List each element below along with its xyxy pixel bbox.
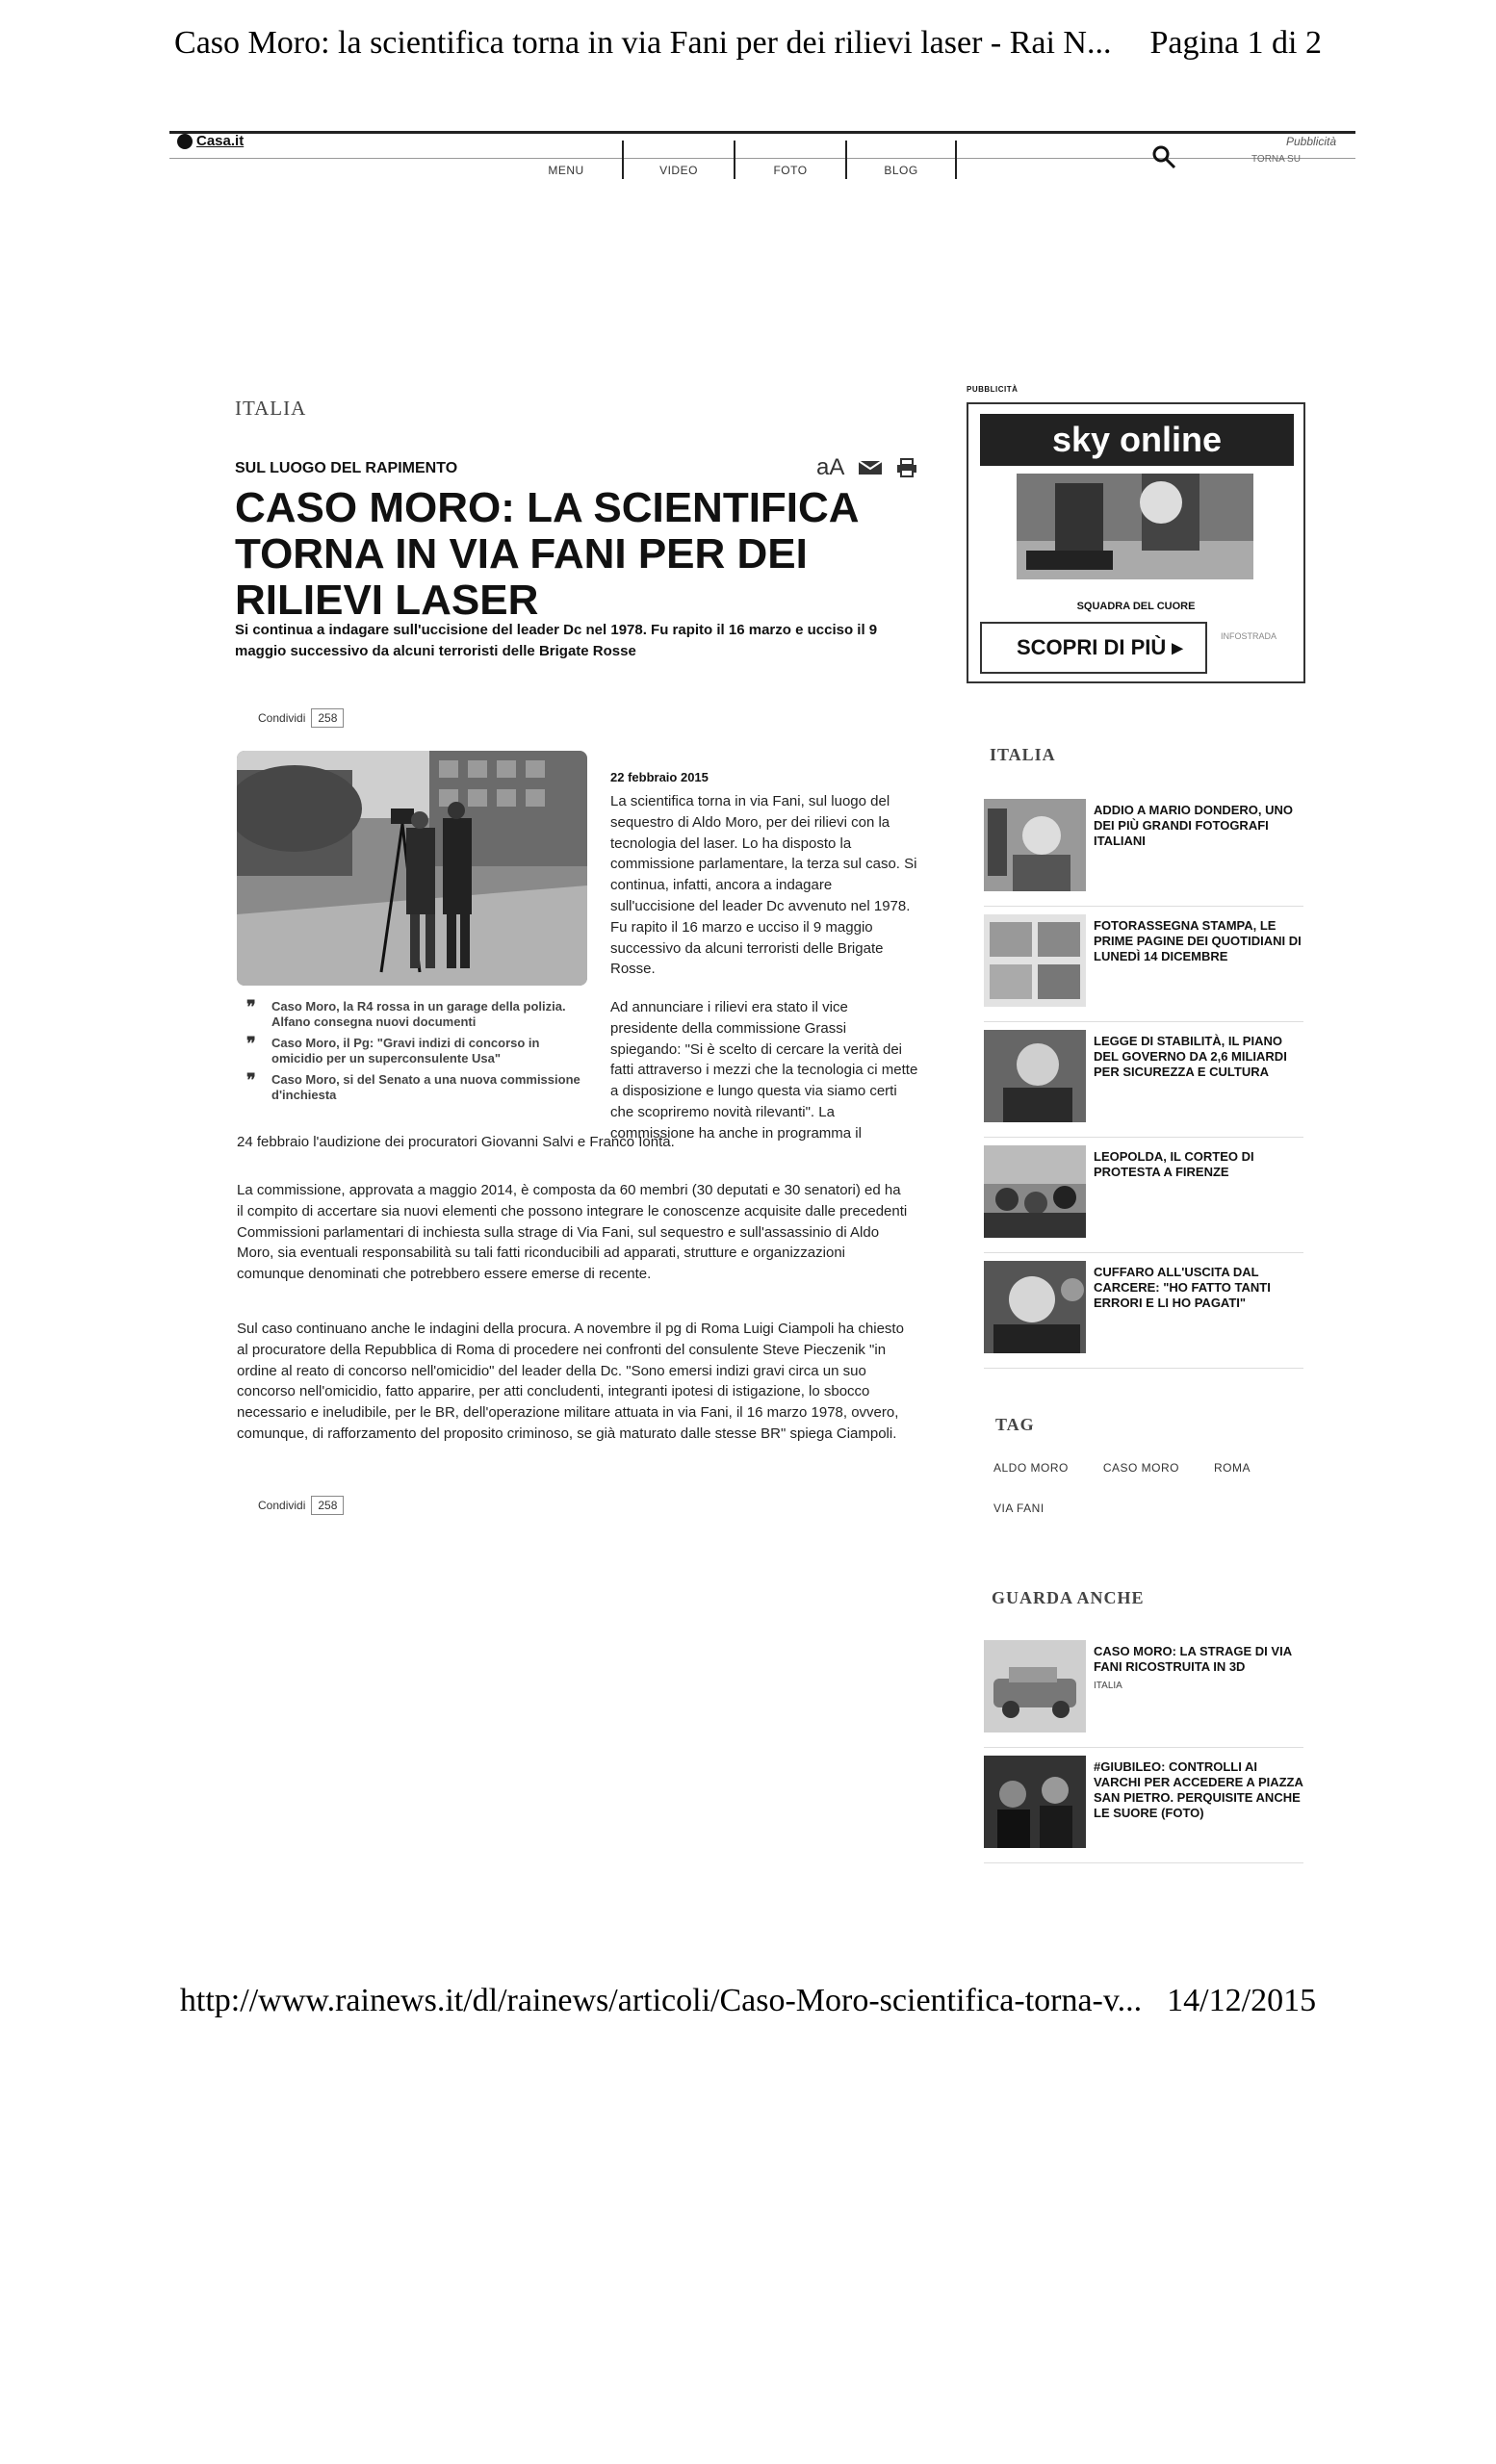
tag-link[interactable]: ROMA <box>1214 1461 1251 1475</box>
article-paragraph-1: La scientifica torna in via Fani, sul luogo del sequestro di Aldo Moro, per dei rilievi con la tecnologia del laser. Lo ha disposto la commissione parlamentare, la terza sul caso. Si continua, infatti, ancora a indagare sull'uccisione del leader Dc avvenuto nel 1978. Fu rapito il 16 marzo e ucciso il 9 maggio successivo da alcuni terroristi delle Brigate Rosse. <box>610 793 917 978</box>
tag-link[interactable]: ALDO MORO <box>993 1461 1069 1475</box>
print-icon[interactable] <box>896 458 917 477</box>
tag-link[interactable]: VIA FANI <box>993 1502 1045 1515</box>
ad-brand: sky online <box>980 414 1294 466</box>
nav-menu[interactable]: MENU <box>548 164 584 177</box>
share-label: Condividi <box>258 1499 306 1512</box>
font-size-toggle[interactable]: aA <box>816 454 845 480</box>
article-paragraph-2: Ad annunciare i rilievi era stato il vice presidente della commissione Grassi spiegando: "Si è scelto di cercare la verità dei fatti attraverso i mezzi che la tecnologia ci mette a disposizione e lungo questa via siamo certi che scopriremo novità rilevanti". La commissione ha anche in programma il <box>610 999 918 1142</box>
guarda-anche-list <box>984 1632 1303 1863</box>
top-rule <box>169 131 1355 134</box>
print-page-number: Pagina 1 di 2 <box>1149 25 1322 61</box>
chevron-right-icon: ▸ <box>1172 635 1183 659</box>
guarda-anche-title: GUARDA ANCHE <box>992 1588 1145 1607</box>
sidebar-news-item[interactable]: LEOPOLDA, IL CORTEO DI PROTESTA A FIRENZE <box>984 1138 1303 1253</box>
news-thumbnail <box>984 1640 1086 1732</box>
torna-su-link[interactable]: TORNA SU <box>1251 154 1301 165</box>
sidebar-news-item[interactable]: LEGGE DI STABILITÀ, IL PIANO DEL GOVERNO DA 2,6 MILIARDI PER SICUREZZA E CULTURA <box>984 1022 1303 1138</box>
nav-video[interactable]: VIDEO <box>622 141 734 179</box>
article-paragraph-2-continued: 24 febbraio l'audizione dei procuratori Giovanni Salvi e Franco Ionta. <box>237 1134 675 1150</box>
logo-text: Casa.it <box>196 133 245 149</box>
tag-title: TAG <box>995 1415 1035 1434</box>
search-icon[interactable] <box>1151 144 1176 169</box>
ad-sport-image <box>1017 474 1253 579</box>
site-logo[interactable] <box>177 133 244 149</box>
ad-label: PUBBLICITÀ <box>967 385 1019 394</box>
guarda-anche-item[interactable] <box>984 1748 1303 1863</box>
share-bar-bottom[interactable] <box>258 1496 344 1515</box>
print-header <box>0 25 1496 62</box>
tag-link[interactable]: CASO MORO <box>1102 1461 1180 1475</box>
tag-list <box>993 1461 1302 1542</box>
ad-tagline: SQUADRA DEL CUORE <box>1076 601 1196 612</box>
guarda-anche-section: ITALIA <box>1094 1681 1122 1691</box>
share-label: Condividi <box>258 711 306 725</box>
article-headline: CASO MORO: LA SCIENTIFICA TORNA IN VIA FANI PER DEI RILIEVI LASER <box>235 484 858 624</box>
print-url: http://www.rainews.it/dl/rainews/articoli/Caso-Moro-scientifica-torna-v... <box>179 1983 1143 2018</box>
news-thumbnail <box>984 914 1086 1007</box>
news-thumbnail <box>984 1030 1086 1122</box>
article-paragraph-3: La commissione, approvata a maggio 2014, è composta da 60 membri (30 deputati e 30 senatori) ed ha il compito di accertare sia nuovi elementi che possono integrare le conoscenze acquisite dalle precedenti Commissioni parlamentari di inchiesta sulla strage di Via Fani, sul sequestro e sull'assassinio di Aldo Moro, sia eventuali responsabilità su tali fatti riconducibili ad apparati, strutture e organizzazioni comunque denominati che potrebbero essere emerse di recente. <box>237 1182 908 1283</box>
quote-icon: ❞ <box>246 1034 256 1053</box>
sidebar-news-item[interactable]: FOTORASSEGNA STAMPA, LE PRIME PAGINE DEI QUOTIDIANI DI LUNEDÌ 14 DICEMBRE <box>984 907 1303 1022</box>
mail-icon[interactable] <box>858 460 883 475</box>
logo-icon <box>177 134 193 149</box>
sidebar-italia-title[interactable]: ITALIA <box>990 745 1056 764</box>
related-link[interactable]: ❞ Caso Moro, la R4 rossa in un garage della polizia. Alfano consegna nuovi documenti <box>246 997 566 1029</box>
nav-foto[interactable]: FOTO <box>734 141 845 179</box>
quote-icon: ❞ <box>246 1070 256 1090</box>
related-link[interactable]: ❞ Caso Moro, il Pg: "Gravi indizi di concorso in omicidio per un superconsulente Usa" <box>246 1034 540 1065</box>
article-tools <box>816 454 917 481</box>
print-date: 14/12/2015 <box>1167 1983 1317 2018</box>
guarda-anche-title-text: #GIUBILEO: CONTROLLI AI VARCHI PER ACCEDERE A PIAZZA SAN PIETRO. PERQUISITE ANCHE LE SUORE (FOTO) <box>1094 1759 1303 1820</box>
nav-blog[interactable]: BLOG <box>845 141 957 179</box>
share-count: 258 <box>311 708 344 728</box>
news-thumbnail <box>984 1261 1086 1353</box>
news-thumbnail <box>984 1756 1086 1848</box>
quote-icon: ❞ <box>246 997 256 1016</box>
article-kicker: SUL LUOGO DEL RAPIMENTO <box>235 460 458 476</box>
print-footer <box>0 1983 1496 2019</box>
section-label[interactable]: ITALIA <box>235 397 307 420</box>
sidebar-news-item[interactable]: CUFFARO ALL'USCITA DAL CARCERE: "HO FATTO TANTI ERRORI E LI HO PAGATI" <box>984 1253 1303 1369</box>
guarda-anche-item[interactable] <box>984 1632 1303 1748</box>
news-thumbnail <box>984 1145 1086 1238</box>
related-links <box>246 999 583 1109</box>
sidebar-italia-list <box>984 791 1303 1369</box>
news-thumbnail <box>984 799 1086 891</box>
ad-partner: INFOSTRADA <box>1221 631 1277 641</box>
related-link[interactable]: ❞ Caso Moro, si del Senato a una nuova commissione d'inchiesta <box>246 1070 580 1102</box>
share-bar-top[interactable] <box>258 708 344 728</box>
ad-cta-button[interactable]: SCOPRI DI PIÙ ▸ <box>980 622 1207 674</box>
main-nav <box>510 141 957 179</box>
guarda-anche-title-text: CASO MORO: LA STRAGE DI VIA FANI RICOSTRUITA IN 3D <box>1094 1644 1292 1674</box>
article-date: 22 febbraio 2015 <box>610 770 709 784</box>
article-paragraph-4: Sul caso continuano anche le indagini della procura. A novembre il pg di Roma Luigi Ciampoli ha chiesto al procuratore della Repubblica di Roma di procedere nei confronti del consulente Steve Pieczenik "in ordine al reato di concorso nell'omicidio" del leader della Dc. "Sono emersi indizi gravi circa un suo concorso nell'omicidio, fatto apparire, per atti concludenti, integranti ipotesi di istigazione, lo sbocco necessario e ineludibile, per le BR, dell'operazione militare attuata in via Fani, il 16 marzo 1978, ovvero, comunque, di rafforzamento del proposito criminoso, se già maturato dalle stesse BR" spiega Ciampoli. <box>237 1321 904 1442</box>
article-photo <box>237 751 587 986</box>
article-subtitle: Si continua a indagare sull'uccisione del leader Dc nel 1978. Fu rapito il 16 marzo e ucciso il 9 maggio successivo da alcuni terroristi delle Brigate Rosse <box>235 622 878 659</box>
ad-banner[interactable] <box>967 402 1305 683</box>
sidebar-news-item[interactable]: ADDIO A MARIO DONDERO, UNO DEI PIÙ GRANDI FOTOGRAFI ITALIANI <box>984 791 1303 907</box>
share-count: 258 <box>311 1496 344 1515</box>
print-title: Caso Moro: la scientifica torna in via Fani per dei rilievi laser - Rai N... <box>174 25 1112 61</box>
pubblicita-link[interactable]: Pubblicità <box>1286 135 1337 148</box>
